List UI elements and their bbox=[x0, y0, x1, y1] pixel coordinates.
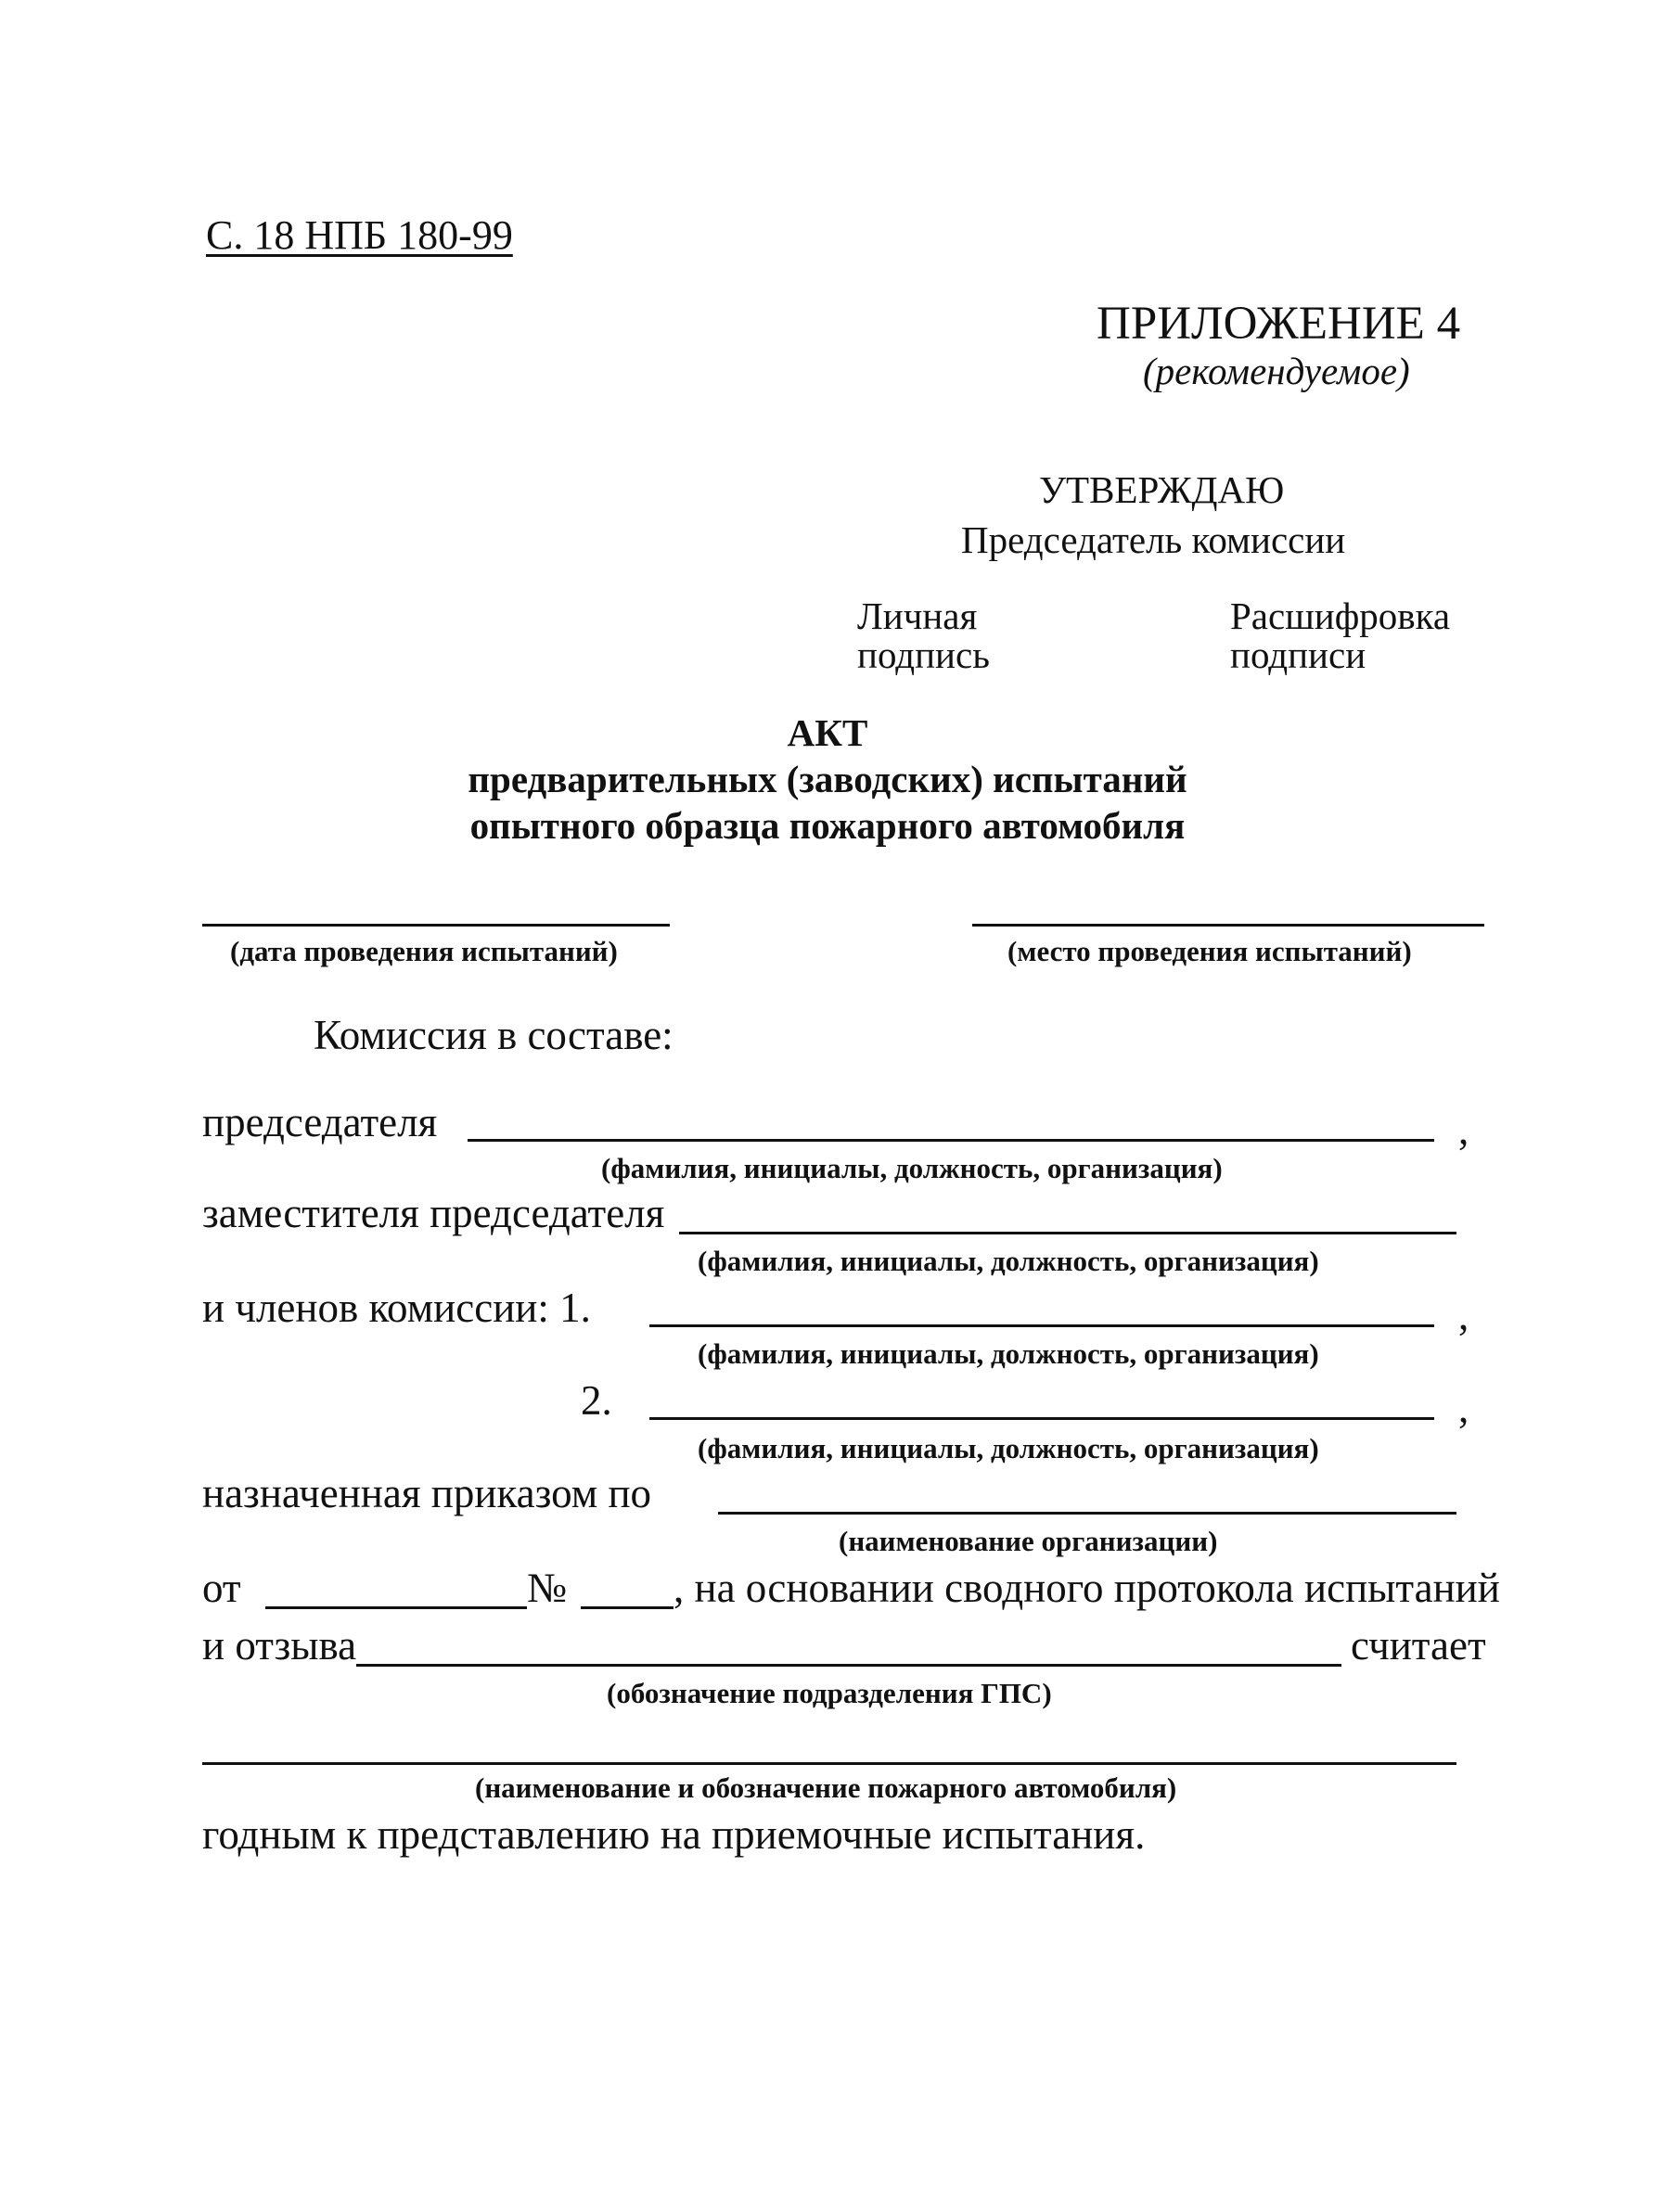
page-reference: С. 18 НПБ 180-99 bbox=[206, 212, 513, 258]
decode-label-line1: Расшифровка bbox=[1230, 595, 1451, 637]
deputy-blank-line bbox=[679, 1232, 1456, 1234]
member2-number: 2. bbox=[581, 1377, 612, 1424]
review-blank-line bbox=[356, 1664, 1341, 1667]
member2-caption: (фамилия, инициалы, должность, организация) bbox=[698, 1432, 1319, 1464]
member1-comma: , bbox=[1458, 1292, 1469, 1338]
deputy-caption: (фамилия, инициалы, должность, организация) bbox=[698, 1245, 1319, 1277]
act-title: АКТ bbox=[787, 711, 868, 754]
chairman-label: председателя bbox=[202, 1099, 438, 1145]
chair-label: Председатель комиссии bbox=[961, 518, 1346, 561]
signature-label-line1: Личная bbox=[857, 595, 978, 637]
member2-comma: , bbox=[1458, 1385, 1469, 1431]
members-label: и членов комиссии: 1. bbox=[202, 1285, 591, 1331]
order-number-sign: № bbox=[527, 1565, 567, 1611]
act-subtitle-line2: опытного образца пожарного автомобиля bbox=[469, 804, 1186, 847]
assigned-by-order-label: назначенная приказом по bbox=[202, 1470, 652, 1516]
basis-text: , на основании сводного протокола испытаний bbox=[674, 1565, 1500, 1611]
review-label: и отзыва bbox=[202, 1622, 357, 1669]
member1-blank-line bbox=[649, 1324, 1434, 1327]
vehicle-blank-line bbox=[202, 1762, 1456, 1765]
considers-text: считает bbox=[1351, 1622, 1486, 1669]
place-caption: (место проведения испытаний) bbox=[1007, 935, 1412, 967]
date-caption: (дата проведения испытаний) bbox=[230, 935, 618, 967]
act-subtitle-line1: предварительных (заводских) испытаний bbox=[468, 758, 1187, 800]
conclusion-text: годным к представлению на приемочные испытания. bbox=[202, 1811, 1146, 1858]
member1-caption: (фамилия, инициалы, должность, организация) bbox=[698, 1337, 1319, 1370]
chairman-comma: , bbox=[1458, 1106, 1469, 1153]
organization-caption: (наименование организации) bbox=[839, 1525, 1218, 1557]
order-date-label: от bbox=[202, 1565, 241, 1611]
deputy-label: заместителя председателя bbox=[202, 1190, 665, 1236]
member2-blank-line bbox=[649, 1417, 1434, 1420]
approve-label: УТВЕРЖДАЮ bbox=[1039, 468, 1285, 511]
appendix-subtitle: (рекомендуемое) bbox=[1143, 350, 1410, 392]
vehicle-caption: (наименование и обозначение пожарного автомобиля) bbox=[475, 1771, 1177, 1804]
chairman-caption: (фамилия, инициалы, должность, организация) bbox=[601, 1152, 1223, 1184]
chairman-blank-line bbox=[468, 1139, 1434, 1142]
gps-caption: (обозначение подразделения ГПС) bbox=[607, 1677, 1052, 1709]
date-blank-line bbox=[202, 924, 670, 927]
organization-blank-line bbox=[718, 1512, 1456, 1515]
order-number-blank-line bbox=[581, 1606, 674, 1609]
place-blank-line bbox=[972, 924, 1484, 927]
decode-label-line2: подписи bbox=[1230, 633, 1366, 676]
signature-label-line2: подпись bbox=[857, 633, 990, 676]
order-date-blank-line bbox=[265, 1606, 527, 1609]
appendix-title: ПРИЛОЖЕНИЕ 4 bbox=[1097, 298, 1461, 350]
commission-heading: Комиссия в составе: bbox=[314, 1012, 674, 1058]
